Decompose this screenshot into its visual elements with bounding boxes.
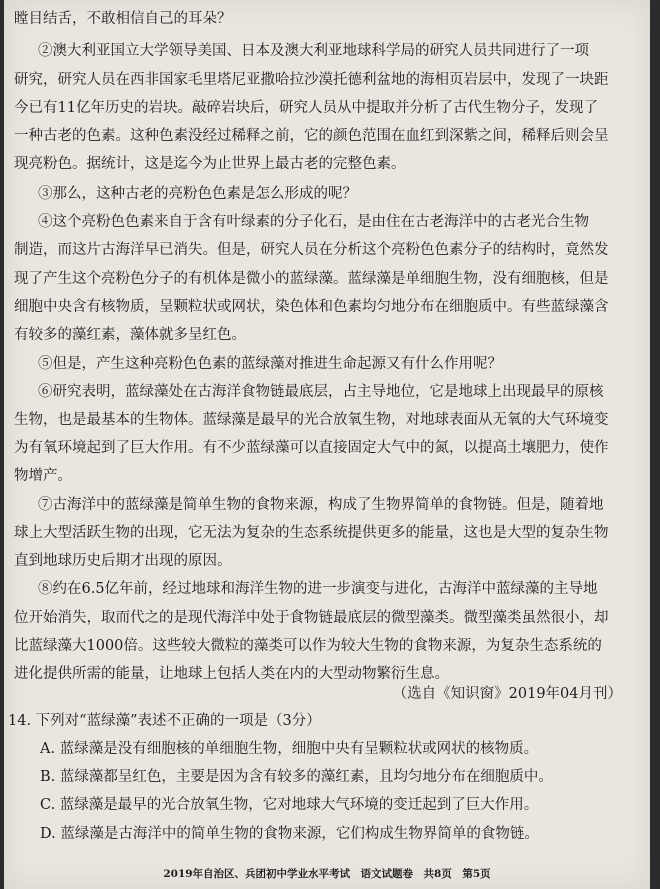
passage-line: 现亮粉色。据统计，这是迄今为止世界上最古老的完整色素。: [14, 156, 406, 172]
passage-line: ④这个亮粉色色素来自于含有叶绿素的分子化石，是由住在古老海洋中的古老光合生物: [38, 214, 589, 230]
passage-line: 现了产生这个亮粉色分子的有机体是微小的蓝绿藻。蓝绿藻是单细胞生物，没有细胞核，但是: [14, 271, 609, 287]
passage-line: 制造，而这片古海洋早已消失。但是，研究人员在分析这个亮粉色色素分子的结构时，竟然发: [14, 242, 609, 258]
passage-line: 今已有11亿年历史的岩块。敲碎岩块后，研究人员从中提取并分析了古代生物分子，发现了: [14, 100, 598, 116]
question-stem: 14. 下列对“蓝绿藻”表述不正确的一项是（3分）: [8, 713, 321, 729]
passage-line: 瞠目结舌，不敢相信自己的耳朵？: [14, 11, 232, 27]
option-c: C. 蓝绿藻是最早的光合放氧生物，它对地球大气环境的变迁起到了巨大作用。: [40, 797, 539, 813]
passage-line: ③那么，这种古老的亮粉色色素是怎么形成的呢？: [38, 186, 357, 202]
passage-line: 比蓝绿藻大1000倍。这些较大微粒的藻类可以作为较大生物的食物来源，为复杂生态系统的: [14, 638, 602, 654]
passage-line: 有较多的藻红素，藻体就多呈红色。: [14, 327, 246, 343]
passage-line: ⑥研究表明，蓝绿藻处在古海洋食物链最底层，占主导地位，它是地球上出现最早的原核: [38, 384, 604, 400]
option-b: B. 蓝绿藻都呈红色，主要是因为含有较多的藻红素，且均匀地分布在细胞质中。: [40, 769, 553, 785]
passage-line: ②澳大利亚国立大学领导美国、日本及澳大利亚地球科学局的研究人员共同进行了一项: [38, 43, 589, 59]
passage-line: 直到地球历史后期才出现的原因。: [14, 553, 232, 569]
page-footer: 2019年自治区、兵团初中学业水平考试 语文试题卷 共8页 第5页: [163, 868, 491, 880]
exam-page: [4, 0, 650, 889]
passage-line: 位开始消失，取而代之的是现代海洋中处于食物链最底层的微型藻类。微型藻类虽然很小，却: [14, 610, 609, 626]
passage-line: 研究，研究人员在西非国家毛里塔尼亚撒哈拉沙漠托德利盆地的海相页岩层中，发现了一块距: [14, 72, 609, 88]
source-citation: （选自《知识窗》2019年04月刊）: [392, 686, 622, 702]
passage-line: 进化提供所需的能量，让地球上包括人类在内的大型动物繁衍生息。: [14, 666, 449, 682]
passage-line: 物增产。: [14, 468, 72, 484]
passage-line: 一种古老的色素。这种色素没经过稀释之前，它的颜色范围在血红到深紫之间，稀释后则会呈: [14, 128, 609, 144]
passage-line: 生物，也是最基本的生物体。蓝绿藻是最早的光合放氧生物，对地球表面从无氧的大气环境变: [14, 412, 609, 428]
option-a: A. 蓝绿藻是没有细胞核的单细胞生物，细胞中央有呈颗粒状或网状的核物质。: [40, 741, 539, 757]
passage-line: 球上大型活跃生物的出现，它无法为复杂的生态系统提供更多的能量，这也是大型的复杂生物: [14, 525, 609, 541]
passage-line: ⑤但是，产生这种亮粉色色素的蓝绿藻对推进生命起源又有什么作用呢？: [38, 356, 502, 372]
passage-line: 细胞中央含有核物质，呈颗粒状或网状，染色体和色素均匀地分布在细胞质中。有些蓝绿藻含: [14, 299, 609, 315]
passage-line: 为有氧环境起到了巨大作用。有不少蓝绿藻可以直接固定大气中的氮，以提高土壤肥力，使作: [14, 440, 609, 456]
option-d: D. 蓝绿藻是古海洋中的简单生物的食物来源，它们构成生物界简单的食物链。: [40, 826, 539, 842]
passage-line: ⑦古海洋中的蓝绿藻是简单生物的食物来源，构成了生物界简单的食物链。但是，随着地: [38, 497, 604, 513]
passage-line: ⑧约在6.5亿年前，经过地球和海洋生物的进一步演变与进化，古海洋中蓝绿藻的主导地: [38, 581, 598, 597]
